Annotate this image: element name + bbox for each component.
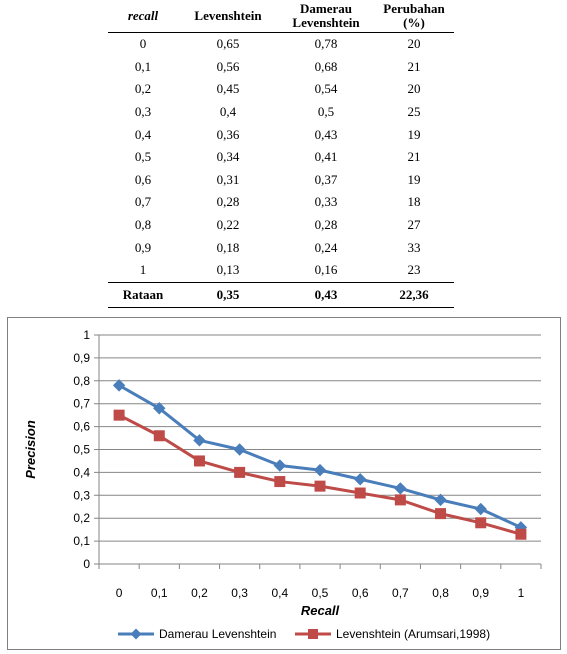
data-point-square [315,481,325,491]
table-row [108,169,454,192]
table-header-text: Levenshtein [292,15,360,30]
table-row [108,33,454,56]
series-line [119,385,521,527]
data-point-square [194,456,204,466]
x-tick-label: 0,2 [191,586,208,600]
x-tick-label: 0,7 [392,586,409,600]
data-point-square [154,431,164,441]
precision-recall-chart [7,317,561,650]
table-cell: 0,5 [317,104,335,120]
table-cell: 0,8 [134,217,152,233]
table-cell: 21 [407,58,421,74]
x-tick-label: 0,4 [271,586,289,600]
y-tick-label: 0 [83,557,90,571]
legend-label: Levenshtein (Arumsari,1998) [336,627,491,641]
table-cell: 20 [407,81,421,97]
table-cell: 33 [407,239,421,255]
y-tick-label: 0,4 [73,465,90,480]
table-cell: 0,43 [314,126,338,142]
data-point-square [395,495,405,505]
table-cell: 0,1 [134,58,152,74]
table-cell: 0,37 [314,171,338,187]
table-row [108,123,454,146]
table-cell: 0,7 [134,194,152,210]
table-footer-row [108,282,454,307]
table-cell: 19 [407,126,421,142]
table-header-cell [178,0,278,33]
table-cell: 0,4 [219,104,237,120]
table-cell: 0,6 [134,171,152,187]
table-cell: 0,33 [314,194,338,210]
table-cell: 0,16 [314,262,338,278]
table-cell: 0,78 [314,36,338,52]
data-point-square [114,410,124,420]
table-cell: 0,2 [134,81,152,97]
chart-svg [8,318,560,649]
y-tick-label: 1 [83,328,90,342]
data-point-square [476,518,486,528]
table-cell: 18 [407,194,421,210]
table-row [108,146,454,169]
x-tick-label: 0,1 [150,586,168,600]
table-header-text: recall [127,8,159,23]
table-header-text: Damerau [300,1,352,16]
table-cell: 0,18 [216,239,240,255]
table-cell: 0,3 [134,104,152,120]
table-cell: 27 [407,217,421,233]
table-header-cell [108,0,178,33]
data-point-diamond [395,483,406,494]
table-header-text: Perubahan [383,1,445,16]
table-cell: 0,56 [216,58,240,74]
data-point-square [436,509,446,519]
data-point-diamond [274,460,285,471]
table-cell: 25 [407,104,421,120]
table-cell: 0,68 [314,58,338,74]
table-row [108,56,454,79]
table-cell: 0,5 [134,149,152,165]
table-header-cell [374,0,454,33]
table-cell: 0,36 [216,126,240,142]
y-tick-label: 0,2 [73,511,90,526]
data-point-square [355,488,365,498]
results-table-container [108,0,454,308]
table-cell: 0,54 [314,81,338,97]
y-tick-label: 0,6 [73,419,90,434]
table-cell: 21 [407,149,421,165]
data-point-square [235,467,245,477]
table-cell: 0,45 [216,81,240,97]
table-cell: 0,28 [216,194,240,210]
data-point-diamond [355,474,366,485]
y-tick-label: 0,8 [73,373,90,388]
x-tick-label: 0 [115,586,123,600]
table-cell: 0,22 [216,217,240,233]
table-cell: 23 [407,262,421,278]
data-point-diamond [475,504,486,515]
table-row [108,214,454,237]
y-tick-label: 0,3 [73,488,90,503]
data-point-square [275,477,285,487]
y-tick-label: 0,1 [73,534,90,549]
table-header-text: (%) [403,15,425,30]
table-cell: 0,24 [314,239,338,255]
table-row [108,191,454,214]
table-footer-cell: Rataan [122,286,164,302]
y-axis-title: Precision [23,420,38,479]
y-tick-label: 0,7 [73,396,90,411]
table-row [108,236,454,259]
table-cell: 0,13 [216,262,240,278]
table-cell: 0,34 [216,149,240,165]
table-cell: 0,41 [314,149,338,165]
results-table [108,0,454,308]
legend-marker-diamond [131,629,142,640]
table-header-text: Levenshtein [194,8,262,23]
legend-marker-square [308,629,318,639]
table-footer-cell: 0,35 [216,286,240,302]
x-tick-label: 0,3 [231,586,248,600]
table-cell: 0,9 [134,239,152,255]
x-tick-label: 0,9 [472,586,490,600]
x-tick-label: 0,6 [351,586,369,600]
table-cell: 19 [407,171,421,187]
legend-label: Damerau Levenshtein [159,627,277,641]
table-row [108,259,454,282]
table-cell: 20 [407,36,421,52]
x-axis-title: Recall [300,603,340,618]
table-cell: 0,4 [134,126,152,142]
table-row [108,101,454,124]
y-tick-label: 0,5 [73,442,90,457]
table-header-cell [278,0,374,33]
data-point-square [516,529,526,539]
table-footer-cell: 0,43 [314,286,338,302]
table-cell: 0 [139,36,147,52]
y-tick-label: 0,9 [73,350,90,365]
x-tick-label: 0,5 [311,586,329,600]
table-header [108,0,454,33]
data-point-diamond [234,444,245,455]
table-row [108,78,454,101]
table-cell: 1 [139,262,147,278]
x-tick-label: 1 [517,586,525,600]
table-cell: 0,65 [216,36,240,52]
table-cell: 0,28 [314,217,338,233]
table-footer [108,282,454,307]
table-cell: 0,31 [216,171,240,187]
table-body [108,33,454,283]
table-header-row [108,0,454,33]
table-footer-cell: 22,36 [399,286,429,302]
data-point-diamond [435,494,446,505]
data-point-diamond [315,465,326,476]
x-tick-label: 0,8 [432,586,449,600]
